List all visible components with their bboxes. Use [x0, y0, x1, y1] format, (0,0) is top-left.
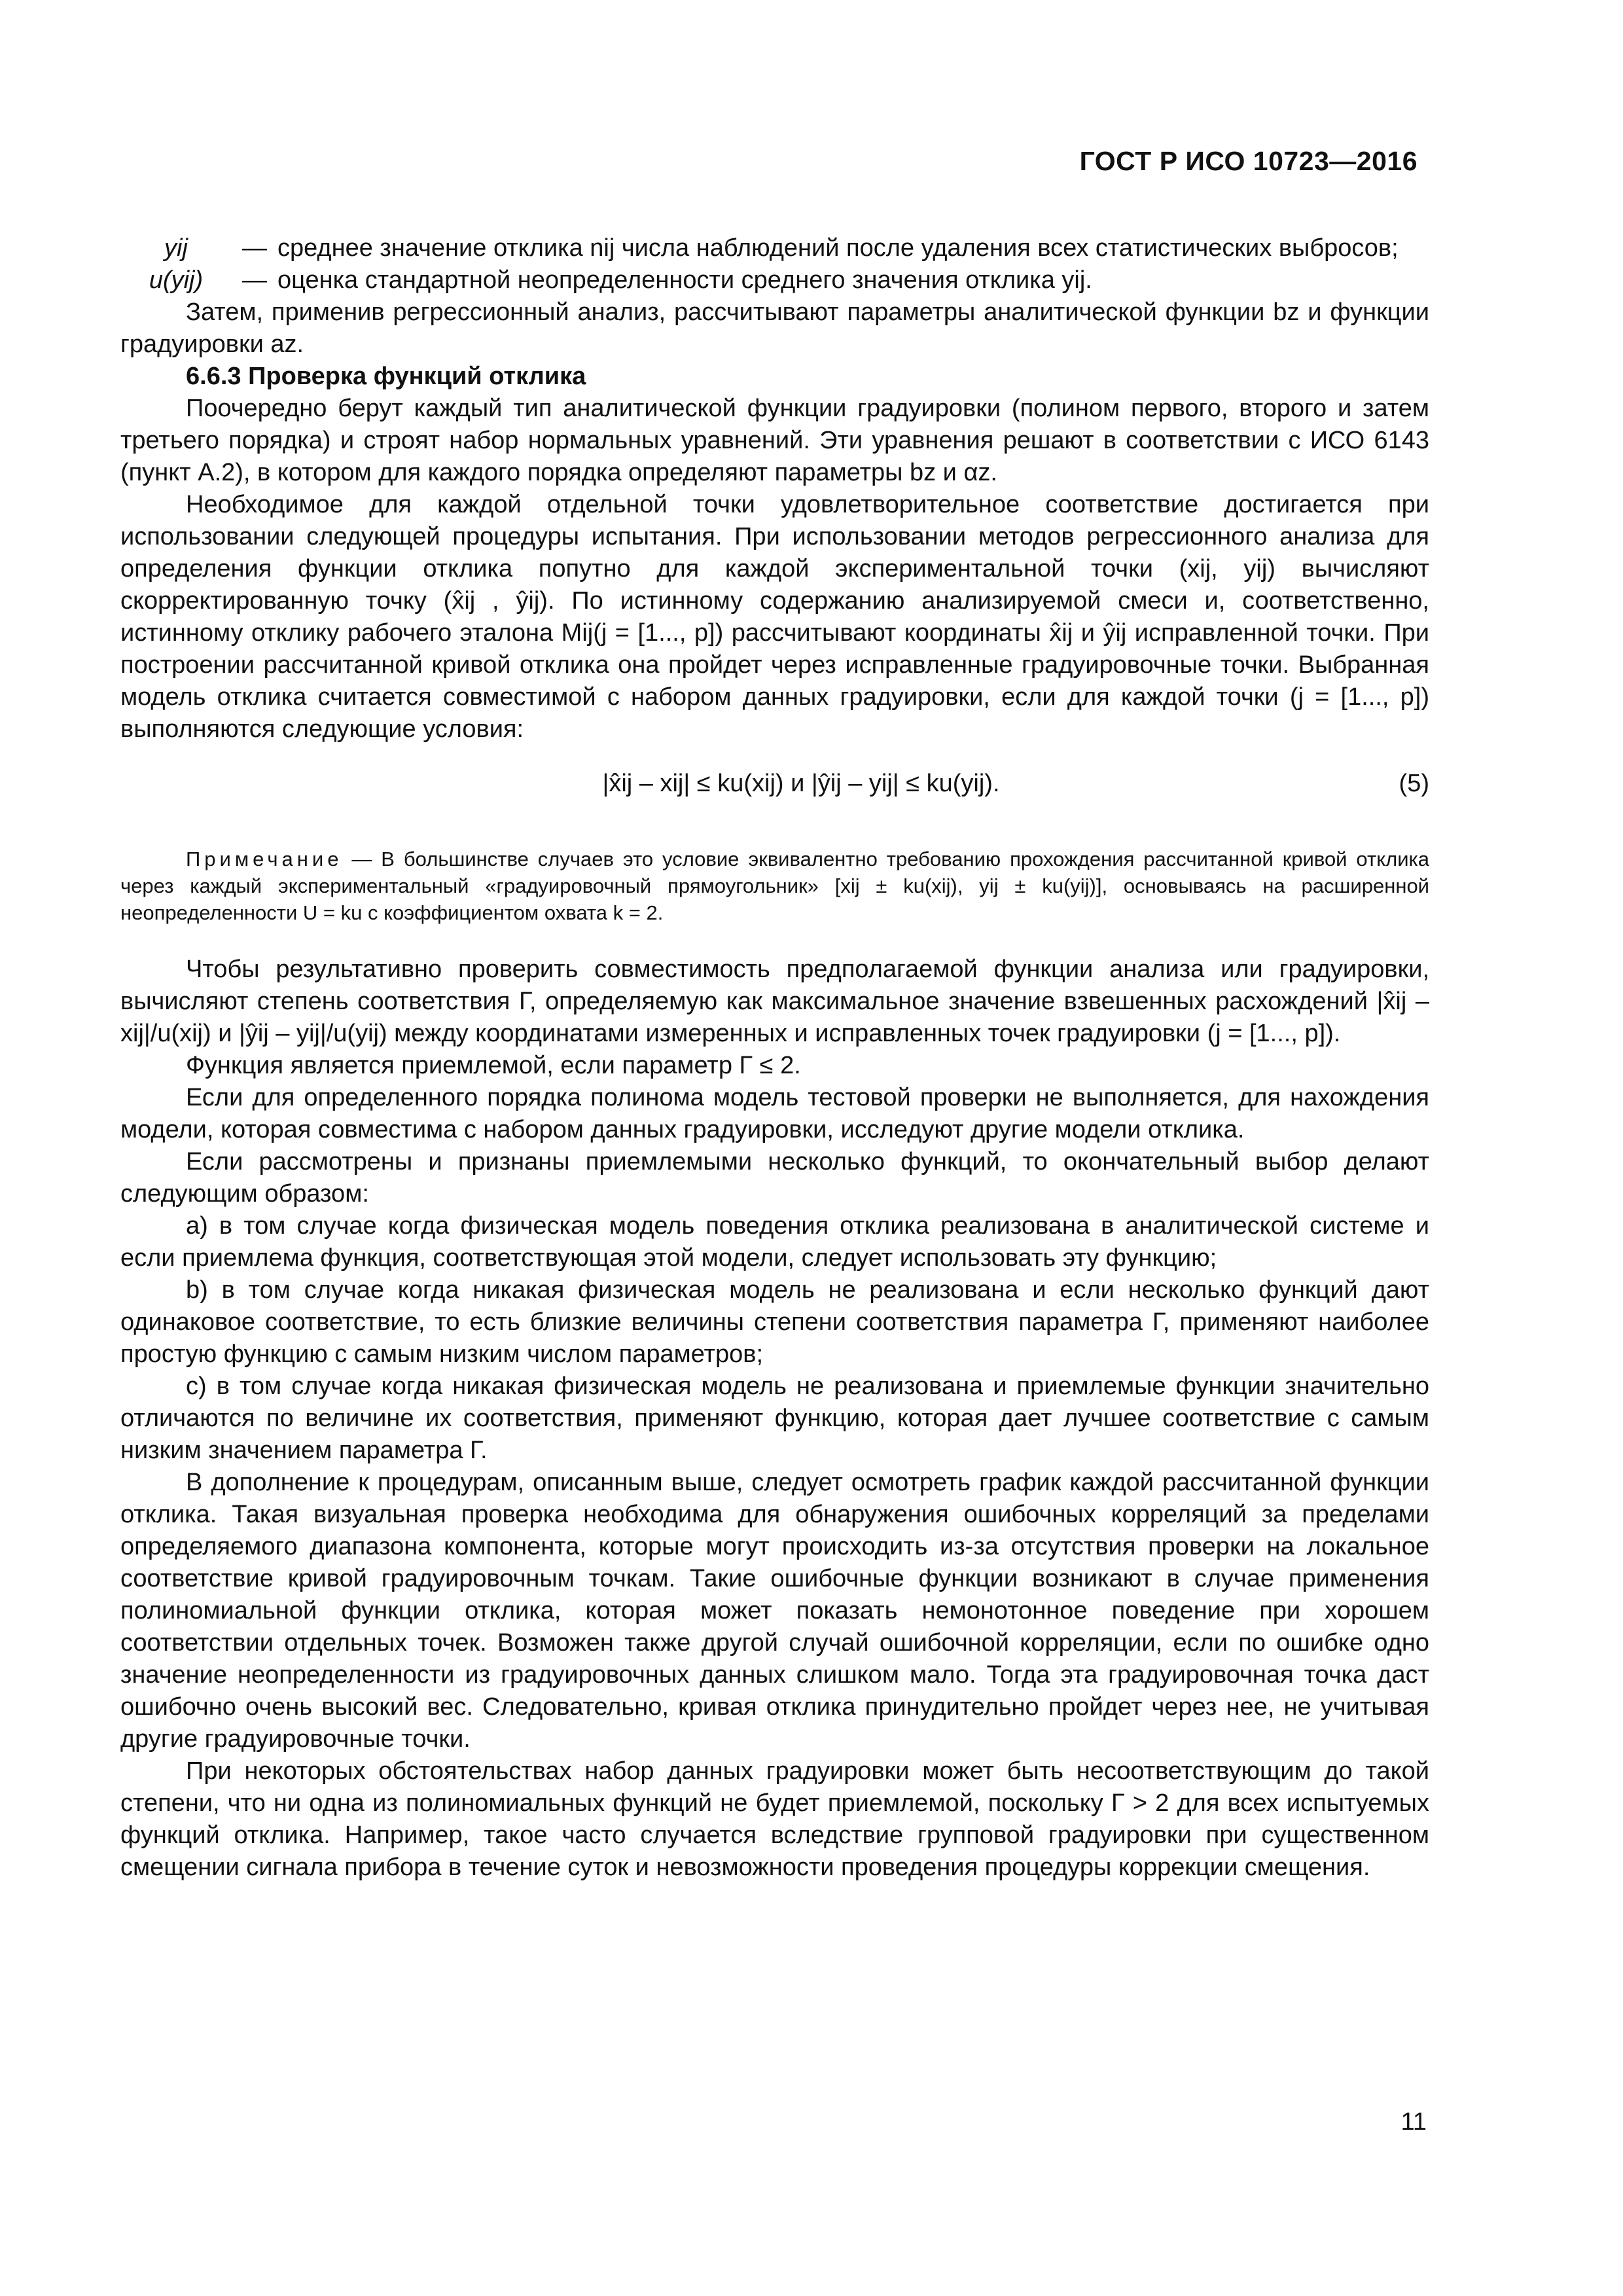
list-item-a: а) в том случае когда физическая модель поведения отклика реализована в аналитической системе и если приемлема функция, соответствующая этой модели, следует использовать эту функцию; — [120, 1212, 1429, 1272]
definition-symbol: yij — [164, 234, 188, 262]
page-content — [120, 232, 1429, 1884]
list-item-c: с) в том случае когда никакая физическая модель не реализована и приемлемые функции значительно отличаются по величине их соответствия, применяют функцию, которая дает лучшее соответствие с самым низким значением параметра Г. — [120, 1372, 1429, 1464]
definition-row — [120, 232, 1429, 264]
section-heading: 6.6.3 Проверка функций отклика — [186, 363, 586, 390]
paragraph: Функция является приемлемой, если параметр Г ≤ 2. — [186, 1052, 801, 1079]
definition-symbol: u(yij) — [149, 266, 204, 294]
note — [120, 846, 1429, 926]
formula-row — [120, 768, 1429, 800]
definition-row — [120, 264, 1429, 296]
paragraph: В дополнение к процедурам, описанным выше, следует осмотреть график каждой рассчитанной функции отклика. Такая визуальная проверка необходима для обнаружения ошибочных корреляций за пределами определяемого диапазона компонента, которые могут происходить из-за отсутствия проверки на локальное соответствие кривой градуировочным точкам. Такие ошибочные функции возникают в случае применения полиномиальной функции отклика, которая может показать немонотонное поведение при хорошем соответствии отдельных точек. Возможен также другой случай ошибочной корреляции, если по ошибке одно значение неопределенности из градуировочных данных слишком мало. Тогда эта градуировочная точка даст ошибочно очень высокий вес. Следовательно, кривая отклика принудительно пройдет через нее, не учитывая другие градуировочные точки. — [120, 1469, 1429, 1753]
definition-dash: — — [242, 266, 267, 294]
paragraph: При некоторых обстоятельствах набор данных градуировки может быть несоответствующим до такой степени, что ни одна из полиномиальных функций не будет приемлемой, поскольку Г > 2 для всех испытуемых функций отклика. Например, такое часто случается вследствие групповой градуировки при существенном смещении сигнала прибора в течение суток и невозможности проведения процедуры коррекции смещения. — [120, 1757, 1429, 1881]
note-text: — В большинстве случаев это условие эквивалентно требованию прохождения рассчитанной кривой отклика через каждый экспериментальный «градуировочный прямоугольник» [xij ± ku(xij), yij ± ku(yij)], основываясь на расширенной неопределенности U = ku с коэффициентом охвата k = 2. — [120, 848, 1429, 924]
definition-dash: — — [242, 234, 267, 262]
standard-header: ГОСТ Р ИСО 10723—2016 — [1079, 146, 1418, 176]
paragraph: Поочередно берут каждый тип аналитической функции градуировки (полином первого, второго и затем третьего порядка) и строят набор нормальных уравнений. Эти уравнения решают в соответствии с ИСО 6143 (пункт А.2), в котором для каждого порядка определяют параметры bz и αz. — [120, 395, 1429, 486]
list-item-b: b) в том случае когда никакая физическая модель не реализована и если несколько функций дают одинаковое соответствие, то есть близкие величины степени соответствия параметра Г, применяют наиболее простую функцию с самым низким числом параметров; — [120, 1276, 1429, 1368]
formula-text: |x̂ij – xij| ≤ ku(xij) и |ŷij – yij| ≤ ku(yij). — [602, 770, 1000, 797]
definition-text: среднее значение отклика nij числа наблюдений после удаления всех статистических выбросов; — [277, 234, 1399, 262]
page-number: 11 — [1400, 2108, 1427, 2136]
note-label: Примечание — [186, 848, 343, 870]
paragraph: Если рассмотрены и признаны приемлемыми несколько функций, то окончательный выбор делают следующим образом: — [120, 1148, 1429, 1208]
paragraph: Чтобы результативно проверить совместимость предполагаемой функции анализа или градуировки, вычисляют степень соответствия Г, определяемую как максимальное значение взвешенных расхождений |x̂ij – xij|/u(xij) и |ŷij – yij|/u(yij) между координатами измеренных и исправленных точек градуировки (j = [1..., p]). — [120, 956, 1429, 1047]
paragraph: Если для определенного порядка полинома модель тестовой проверки не выполняется, для нахождения модели, которая совместима с набором данных градуировки, исследуют другие модели отклика. — [120, 1084, 1429, 1143]
definition-text: оценка стандартной неопределенности среднего значения отклика yij. — [277, 266, 1092, 294]
formula-number: (5) — [1399, 770, 1429, 797]
paragraph: Необходимое для каждой отдельной точки удовлетворительное соответствие достигается при использовании следующей процедуры испытания. При использовании методов регрессионного анализа для определения функции отклика попутно для каждой экспериментальной точки (xij, yij) вычисляют скорректированную точку (x̂ij , ŷij). По истинному содержанию анализируемой смеси и, соответственно, истинному отклику рабочего эталона Mij(j = [1..., p]) рассчитывают координаты x̂ij и ŷij исправленной точки. При построении рассчитанной кривой отклика она пройдет через исправленные градуировочные точки. Выбранная модель отклика считается совместимой с набором данных градуировки, если для каждой точки (j = [1..., p]) выполняются следующие условия: — [120, 491, 1429, 743]
paragraph-regression: Затем, применив регрессионный анализ, рассчитывают параметры аналитической функции bz и функции градуировки az. — [120, 298, 1429, 358]
